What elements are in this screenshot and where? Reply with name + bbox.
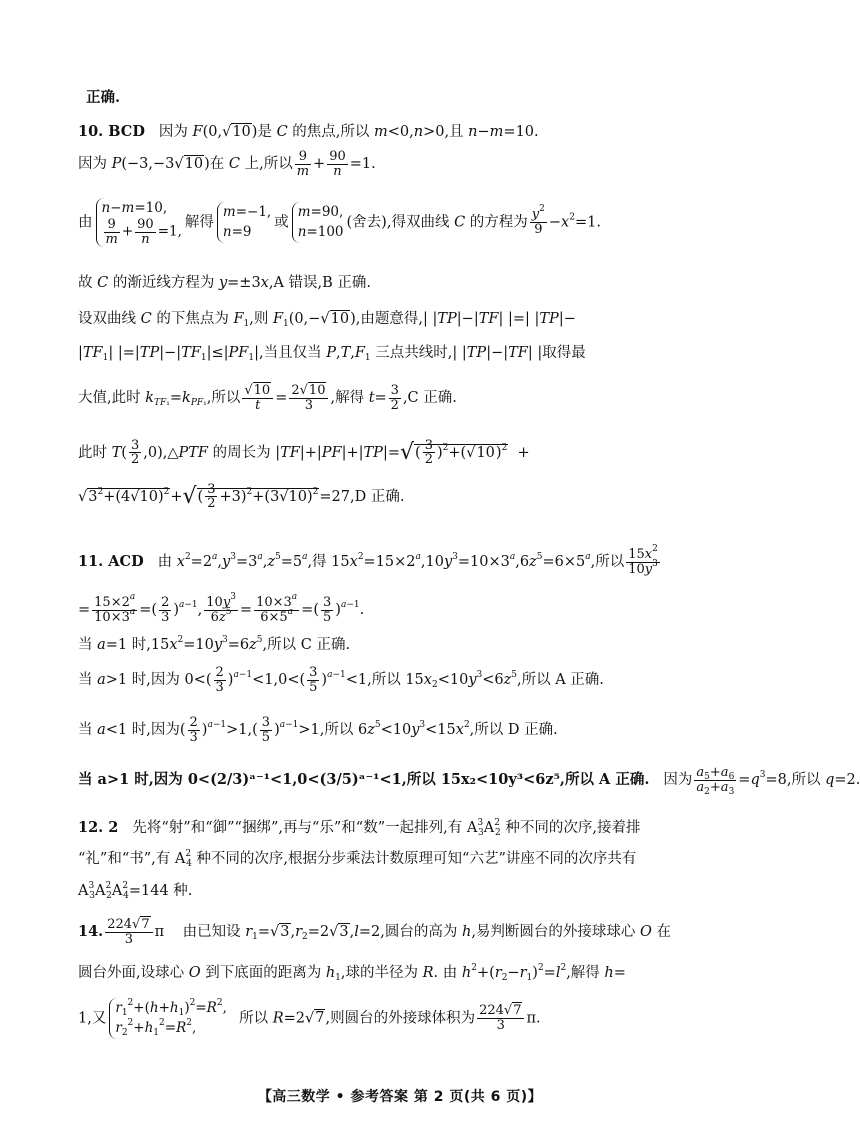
q11-line2: = $\frac{15\times 2^a}{10\times 3^a}$ =( $\frac{2}{3}$ )$^{a-1}$, $\frac{10y^3}{6z^5}$ = $\frac{10\times 3^a}{6\times 5^a}$ =( $\frac{3}{5}$ )$^{a-1}$.: [78, 592, 365, 625]
q12-line1: 当 a>1 时,因为 0<(2/3)ᵃ⁻¹<1,0<(3/5)ᵃ⁻¹<1,所以 15x₂<10y³<6z⁵,所以 A 正确. 因为 $\frac{a_5+a_6}{a_2+a_3}$ $=q^3=8$,所以 q=2.: [78, 765, 860, 797]
q13-line3: $A^3_3A^2_2A^2_4=144$ 种.: [78, 881, 193, 901]
q11-line5: 当 a<1 时,因为( $\frac{2}{3}$ )$^{a-1}$>1,( $\frac{3}{5}$ )$^{a-1}$>1,所以 $6z^5<10y^3<15x^2$,所以 D 正确.: [78, 715, 558, 745]
q14-line3: 1,又 $r_1^2+(h+h_1)^2=R^2$, $r_2^2+h_1^2=R^2$, 所以 R=2√7,则圆台的外接球体积为 $\frac{224√7}{3}$ π.: [78, 998, 541, 1039]
page-footer: 【高三数学 • 参考答案 第 2 页(共 6 页)】: [257, 1089, 543, 1105]
q10-line1: 10. BCD 因为 F(0,√10)是 C 的焦点,所以 m<0,n>0,且 n−m=10.: [78, 123, 539, 140]
line-correct: 正确.: [86, 89, 121, 106]
q10-line4: 故 C 的渐近线方程为 y=±3x,A 错误,B 正确.: [78, 275, 372, 291]
q13-line2: “礼”和“书”,有 $A^2_4$ 种不同的次序,根据分步乘法计数原理可知“六艺”讲座不同的次序共有: [78, 849, 637, 869]
q10-line5: 设双曲线 C 的下焦点为 $F_1$,则 $F_1(0,-√10)$,由题意得,| |TP|−|TF| |=| |TP|−: [78, 311, 576, 329]
q10-line2: 因为 P(−3,−3√10)在 C 上,所以 $\frac{9}{m}$ + $\frac{90}{n}$ =1.: [78, 149, 376, 179]
q11-line1: 11. ACD 由 $x^2=2^a,y^3=3^a,z^5=5^a$,得 $15x^2=15\times 2^a,10y^3=10\times 3^a,6z^5=6\times 5^a$,所以 $\frac{15x^2}{10y^3}$: [78, 544, 658, 577]
q10-line7: 大值,此时 $k_{TF_1}=k_{PF_1}$,所以 $\frac{√10}{t}$ = $\frac{2√10}{3}$ ,解得 t= $\frac{3}{2}$ ,C 正确.: [78, 383, 457, 413]
q14-line1: 14. $\frac{224√7}{3}$ π 由已知设 $r_1=√3,r_2=2√3,l=2$,圆台的高为 h,易判断圆台的外接球球心 O 在: [78, 917, 672, 947]
q11-line3: 当 a=1 时$,15x^2=10y^3=6z^5$,所以 C 正确.: [78, 635, 351, 653]
q10-line9: $√3^2+(4√10)^2+√$( $\frac{3}{2}$ $+3)^2+(3√10)^2=27,D$ 正确.: [78, 481, 405, 512]
q11-line4: 当 a>1 时,因为 0<( $\frac{2}{3}$ )$^{a-1}$<1,0<( $\frac{3}{5}$ )$^{a-1}$<1,所以 $15x_2<10y^3<6z^5$,所以 A 正确.: [78, 665, 604, 695]
q13-line1: 12. 2 先将“射”和“御”“捆绑”,再与“乐”和“数”一起排列,有 $A^3_3A^2_2$ 种不同的次序,接着排: [78, 818, 641, 838]
q10-line3: 由 n−m=10, $\frac{9}{m}$ + $\frac{90}{n}$ =1, 解得 m=−1, n=9 或 m=90, n=100 (舍去),得双曲线 C 的方程为 $\frac{y^2}{9}$ $-x^2=1$.: [78, 200, 601, 247]
q14-line2: 圆台外面,设球心 O 到下底面的距离为 $h_1$,球的半径为 R. 由 $h^2+(r_2-r_1)^2=l^2$,解得 h=: [78, 963, 626, 983]
q10-line6: $|TF_1|$ $|=|TP|-|TF_1|\le|PF_1|$,当且仅当 $P,T,F_1$ 三点共线时,| |TP|−|TF| |取得最: [78, 345, 586, 363]
q10-line8: 此时 T( $\frac{3}{2}$ ,0),△PTF 的周长为 |TF|+|PF|+|TP|=√( $\frac{3}{2}$ )$^2+(√10)^2$ +: [78, 437, 530, 468]
